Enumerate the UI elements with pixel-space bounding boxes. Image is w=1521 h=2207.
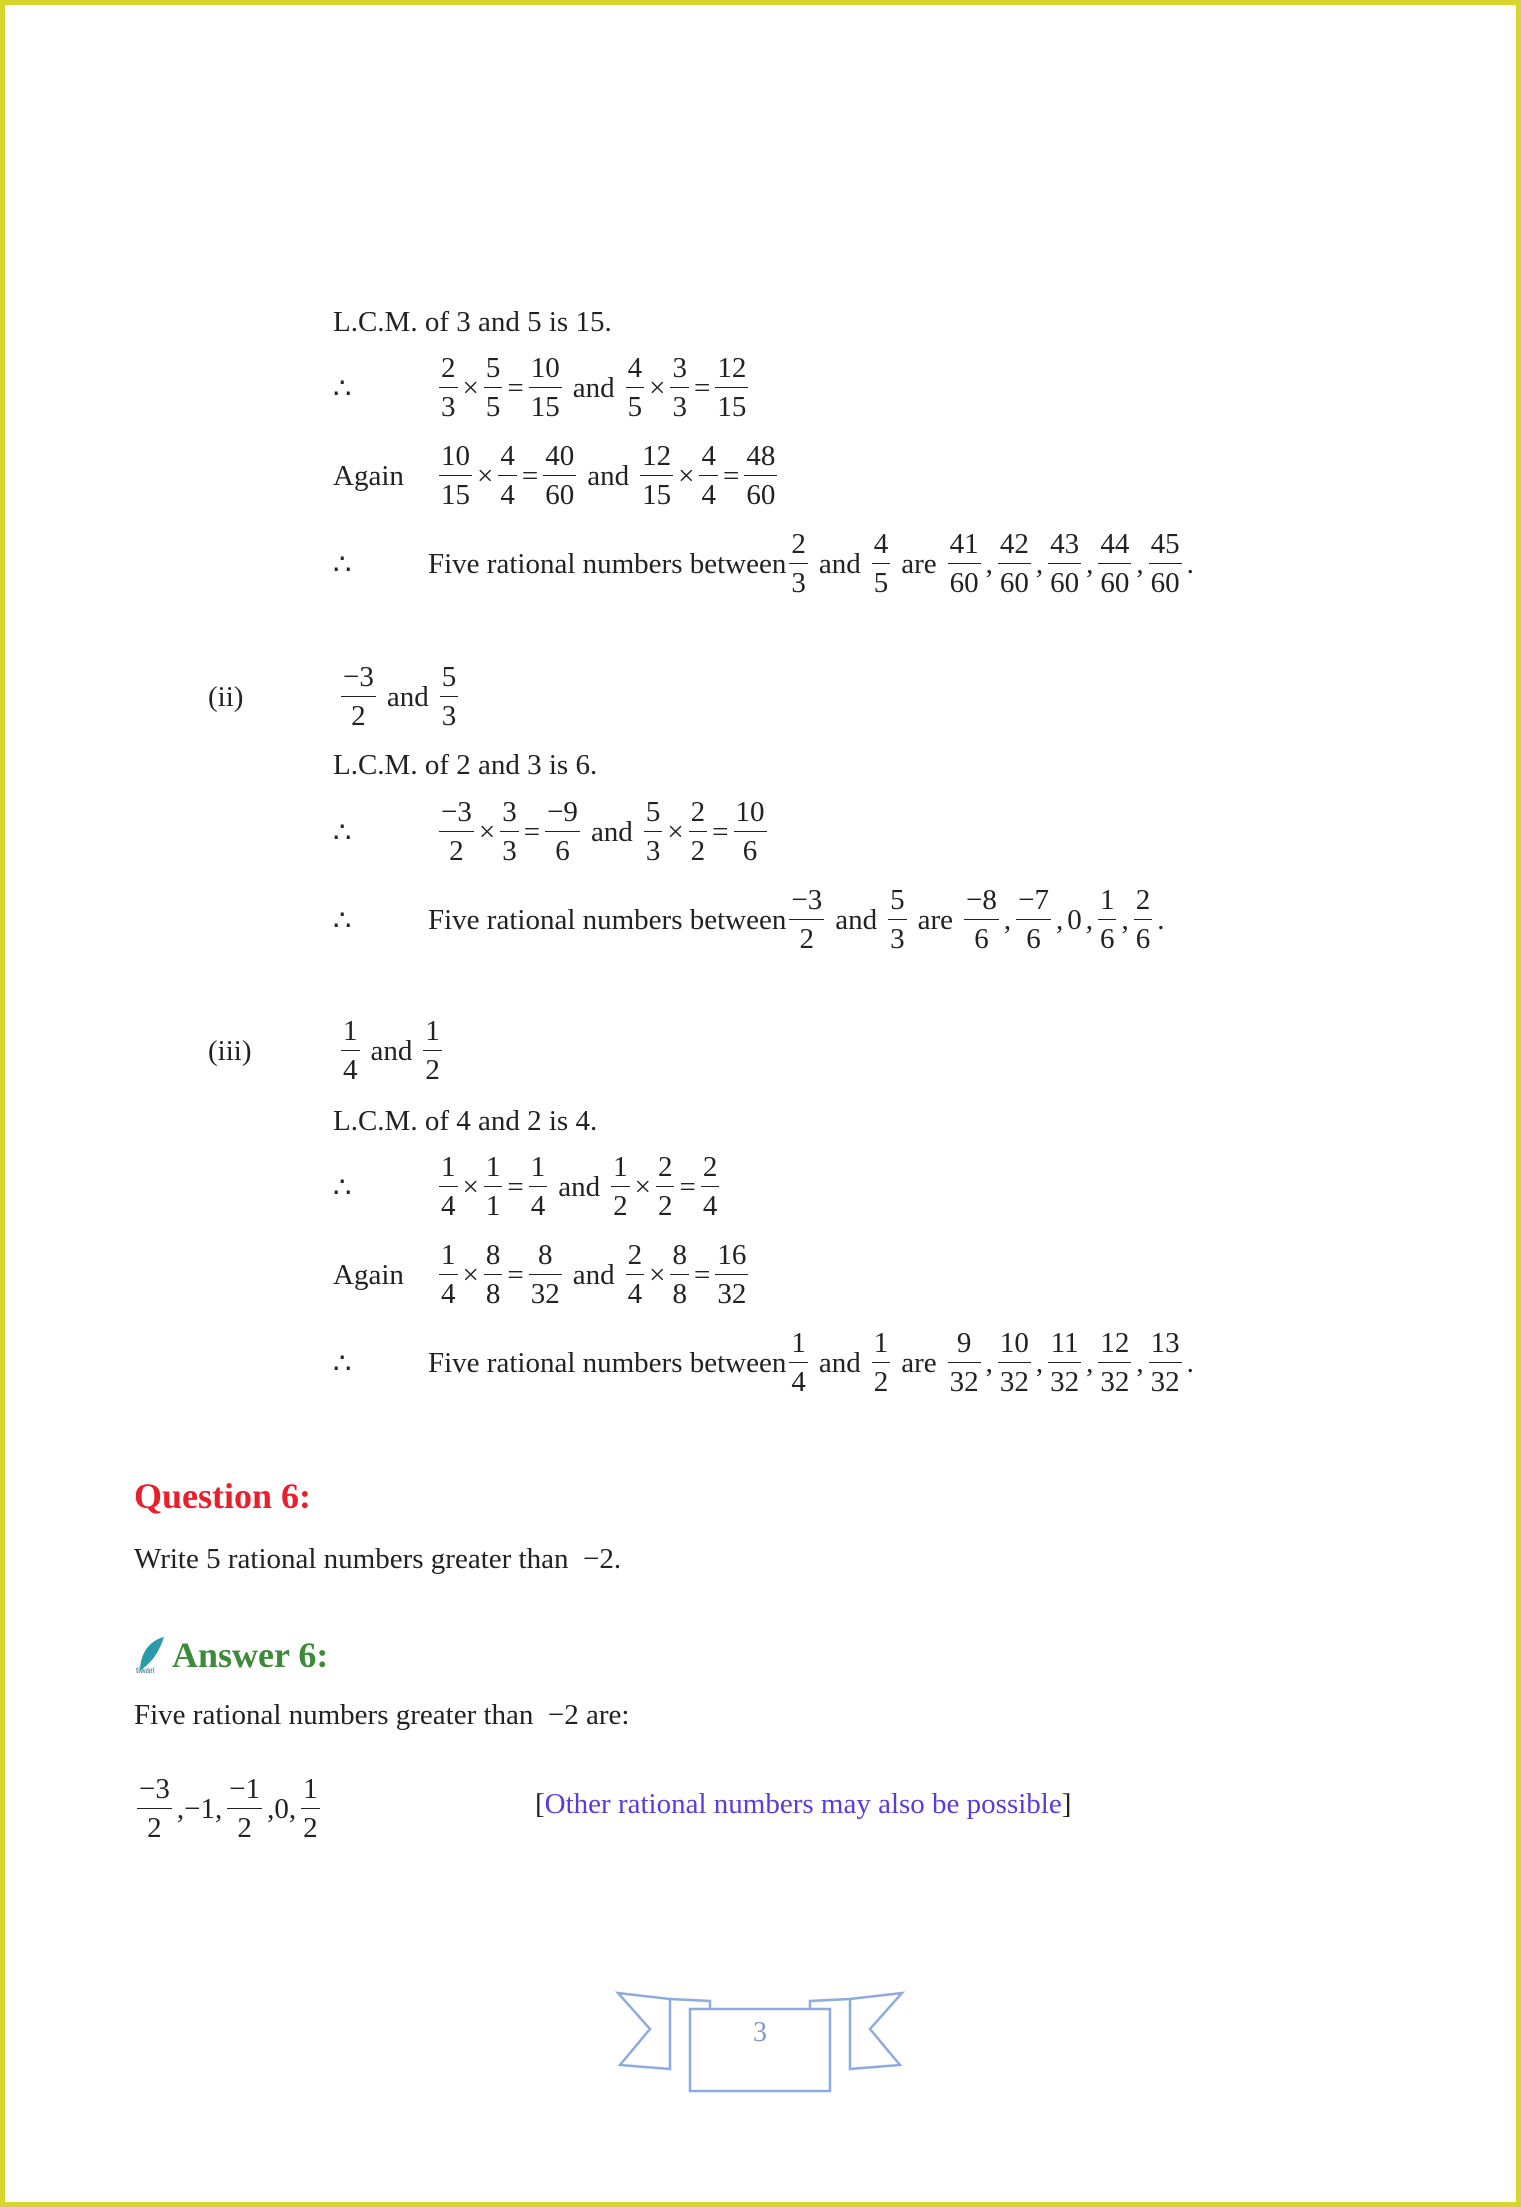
numerator: 2: [1135, 884, 1151, 916]
fraction: [439, 354, 458, 422]
numerator: 40: [545, 440, 575, 472]
operator: =: [679, 1170, 696, 1203]
fraction: [529, 1241, 562, 1309]
fraction: [998, 1329, 1031, 1397]
text: Five rational numbers between: [428, 1346, 787, 1379]
denominator: 32: [999, 1366, 1029, 1398]
text: and: [818, 547, 861, 580]
denominator: 2: [613, 1190, 628, 1222]
denominator: 4: [530, 1190, 546, 1222]
denominator: 8: [672, 1278, 687, 1310]
operator: ,: [1121, 903, 1129, 936]
denominator: 6: [1135, 923, 1151, 955]
page-number-badge: [610, 1985, 910, 2095]
denominator: 60: [1100, 567, 1130, 599]
fraction: [715, 1241, 748, 1309]
operator: =: [521, 459, 539, 492]
fraction: [498, 442, 517, 510]
numerator: 2: [690, 796, 706, 828]
fraction: [341, 1017, 360, 1085]
denominator: 15: [530, 391, 560, 423]
line-label: ∴: [333, 1171, 352, 1204]
numerator: 3: [672, 352, 687, 384]
fraction: [529, 354, 562, 422]
denominator: 60: [1150, 567, 1180, 599]
operator: ×: [462, 1258, 479, 1291]
denominator: 3: [441, 391, 456, 423]
denominator: 4: [791, 1366, 806, 1398]
denominator: 2: [449, 835, 464, 867]
answer-heading-wrap: [134, 1634, 328, 1676]
numerator: 5: [485, 352, 501, 384]
numerator: 1: [1099, 884, 1115, 916]
numerator: 43: [1050, 528, 1080, 560]
fraction: [1016, 886, 1051, 954]
operator: ×: [649, 1258, 666, 1291]
line-label: ∴: [333, 548, 352, 581]
text: are: [901, 547, 937, 580]
fraction: [701, 1153, 720, 1221]
denominator: 3: [791, 567, 806, 599]
operator: ×: [477, 459, 494, 492]
math-line: [333, 1142, 1400, 1232]
operator: =: [693, 371, 711, 404]
fraction: [1098, 886, 1117, 954]
numerator: 1: [441, 1239, 456, 1271]
operator: =: [712, 815, 729, 848]
operator: =: [693, 1258, 711, 1291]
expression: [436, 1230, 751, 1320]
line-label: (iii): [208, 1034, 252, 1067]
denominator: 4: [627, 1278, 643, 1310]
numerator: 10: [735, 796, 765, 828]
numerator: 1: [425, 1015, 440, 1047]
operator: .: [1157, 903, 1165, 936]
fraction: [543, 442, 576, 510]
fraction: [789, 886, 824, 954]
denominator: 4: [702, 1190, 718, 1222]
denominator: 60: [1050, 567, 1080, 599]
denominator: 2: [657, 1190, 673, 1222]
math-line: [333, 787, 1400, 877]
fraction: [789, 1329, 808, 1397]
denominator: 8: [485, 1278, 501, 1310]
fraction: [734, 798, 767, 866]
text: L.C.M. of 2 and 3 is 6.: [333, 748, 598, 781]
fraction: [640, 442, 673, 510]
note-close-bracket: ]: [1061, 1788, 1072, 1820]
fraction: [670, 354, 689, 422]
operator: =: [507, 1258, 524, 1291]
operator: ,−1,: [176, 1792, 223, 1825]
expression: [436, 787, 770, 877]
denominator: 5: [873, 567, 889, 599]
numerator: −3: [139, 1773, 170, 1805]
fraction: [439, 798, 474, 866]
denominator: 32: [1100, 1366, 1130, 1398]
line-label: ∴: [333, 816, 352, 849]
denominator: 32: [1150, 1366, 1180, 1398]
fraction: [484, 354, 503, 422]
fraction: [1149, 530, 1182, 598]
operator: ,: [1055, 903, 1064, 936]
denominator: 4: [441, 1278, 456, 1310]
denominator: 5: [627, 391, 643, 423]
numerator: −7: [1018, 884, 1049, 916]
math-line: [333, 343, 1400, 433]
operator: ,: [1003, 903, 1012, 936]
denominator: 1: [485, 1190, 501, 1222]
numerator: 4: [627, 352, 643, 384]
note-open-bracket: [: [535, 1788, 545, 1820]
fraction: [439, 1153, 458, 1221]
fraction: [529, 1153, 548, 1221]
fraction: [656, 1153, 675, 1221]
denominator: 32: [717, 1278, 747, 1310]
operator: ×: [462, 1170, 479, 1203]
text: Five rational numbers greater than −2 are:: [134, 1698, 630, 1731]
operator: ×: [478, 815, 496, 848]
denominator: 2: [351, 700, 366, 732]
fraction: [715, 354, 748, 422]
denominator: 3: [502, 835, 517, 867]
operator: ×: [649, 371, 666, 404]
numerator: −3: [343, 661, 374, 693]
numerator: 12: [1100, 1327, 1130, 1359]
numerator: 1: [343, 1015, 358, 1047]
math-line: [333, 875, 1400, 965]
fraction: [500, 798, 519, 866]
expression: [436, 431, 780, 521]
text: L.C.M. of 4 and 2 is 4.: [333, 1104, 598, 1137]
text: Five rational numbers between: [428, 903, 787, 936]
denominator: 5: [485, 391, 501, 423]
numerator: 4: [873, 528, 889, 560]
fraction: [626, 1241, 645, 1309]
fraction: [998, 530, 1031, 598]
operator: ×: [462, 371, 479, 404]
text: Write 5 rational numbers greater than −2.: [134, 1542, 622, 1575]
math-line: [333, 1230, 1400, 1320]
fraction: [670, 1241, 689, 1309]
expression: [428, 519, 1196, 609]
numerator: 8: [537, 1239, 553, 1271]
denominator: 2: [873, 1366, 889, 1398]
svg-text:tiwari: tiwari: [136, 1666, 155, 1675]
operator: ,: [1085, 903, 1093, 936]
fraction: [545, 798, 580, 866]
denominator: 2: [690, 835, 706, 867]
denominator: 2: [237, 1812, 252, 1844]
numerator: 1: [530, 1151, 546, 1183]
line-label: Again: [333, 459, 404, 492]
numerator: 10: [441, 440, 470, 472]
numerator: 10: [530, 352, 560, 384]
text: and: [572, 371, 615, 404]
expression: [428, 875, 1166, 965]
numerator: 42: [999, 528, 1029, 560]
denominator: 6: [555, 835, 570, 867]
expression: [134, 1670, 629, 1760]
denominator: 2: [303, 1812, 318, 1844]
numerator: 2: [702, 1151, 718, 1183]
text: and: [587, 459, 630, 492]
numerator: 10: [999, 1327, 1029, 1359]
text: and: [370, 1034, 413, 1067]
denominator: 15: [717, 391, 747, 423]
operator: ,: [1035, 547, 1044, 580]
numerator: 5: [645, 796, 661, 828]
text: and: [590, 815, 633, 848]
fraction: [301, 1775, 320, 1843]
operator: ,: [1035, 1346, 1044, 1379]
fraction: [611, 1153, 630, 1221]
text: L.C.M. of 3 and 5 is 15.: [333, 305, 612, 338]
fraction: [644, 798, 663, 866]
fraction: [948, 530, 981, 598]
numerator: 45: [1150, 528, 1180, 560]
question-heading: Question 6:: [134, 1476, 312, 1516]
text: and: [572, 1258, 615, 1291]
operator: ×: [634, 1170, 651, 1203]
denominator: 60: [545, 479, 575, 511]
denominator: 6: [974, 923, 989, 955]
denominator: 32: [1050, 1366, 1080, 1398]
numerator: 1: [441, 1151, 456, 1183]
math-line: [333, 431, 1400, 521]
operator: ,: [1136, 1346, 1144, 1379]
text: and: [558, 1170, 601, 1203]
numerator: 11: [1050, 1327, 1079, 1359]
fraction: [689, 798, 708, 866]
denominator: 32: [530, 1278, 560, 1310]
text: are: [901, 1346, 937, 1379]
operator: 0: [1067, 903, 1082, 936]
operator: =: [507, 1170, 524, 1203]
text: Five rational numbers between: [428, 547, 787, 580]
math-line: [333, 1318, 1400, 1408]
text: and: [835, 903, 878, 936]
numerator: 16: [717, 1239, 747, 1271]
operator: =: [507, 371, 524, 404]
expression: [134, 1764, 323, 1854]
numerator: −3: [441, 796, 472, 828]
numerator: 41: [949, 528, 979, 560]
fraction: [484, 1241, 503, 1309]
operator: =: [523, 815, 541, 848]
fraction: [227, 1775, 262, 1843]
operator: ×: [678, 459, 695, 492]
numerator: 5: [441, 661, 457, 693]
numerator: 12: [717, 352, 747, 384]
numerator: −3: [791, 884, 823, 916]
fraction: [888, 886, 907, 954]
numerator: −8: [966, 884, 997, 916]
denominator: 6: [742, 835, 758, 867]
operator: ,: [1086, 547, 1094, 580]
denominator: 6: [1026, 923, 1041, 955]
numerator: 12: [642, 440, 672, 472]
fraction: [699, 442, 718, 510]
denominator: 60: [999, 567, 1029, 599]
numerator: 2: [657, 1151, 673, 1183]
note: [535, 1788, 1071, 1821]
line-label: (ii): [208, 680, 244, 713]
denominator: 2: [147, 1812, 162, 1844]
text: and: [818, 1346, 861, 1379]
page-number: 3: [753, 2017, 767, 2048]
numerator: 2: [791, 528, 806, 560]
denominator: 4: [441, 1190, 456, 1222]
text: are: [917, 903, 954, 936]
denominator: 32: [949, 1366, 979, 1398]
operator: ,: [1136, 547, 1144, 580]
line-label: ∴: [333, 372, 352, 405]
line-label: Again: [333, 1258, 404, 1291]
numerator: 48: [746, 440, 776, 472]
denominator: 60: [746, 479, 776, 511]
denominator: 4: [701, 479, 716, 511]
operator: ,0,: [267, 1792, 297, 1825]
operator: ,: [985, 1346, 993, 1379]
fraction: [1134, 886, 1153, 954]
expression: [428, 1318, 1196, 1408]
math-line: [134, 1514, 1400, 1604]
denominator: 2: [425, 1054, 440, 1086]
numerator: 1: [873, 1327, 889, 1359]
line-label: ∴: [333, 1347, 352, 1380]
fraction: [1098, 1329, 1131, 1397]
numerator: 4: [500, 440, 515, 472]
denominator: 2: [799, 923, 815, 955]
line-label: ∴: [333, 904, 352, 937]
fraction: [439, 442, 472, 510]
answer-heading: Answer 6:: [172, 1635, 329, 1675]
fraction: [439, 1241, 458, 1309]
numerator: −9: [547, 796, 578, 828]
denominator: 4: [343, 1054, 358, 1086]
numerator: −1: [229, 1773, 261, 1805]
operator: .: [1186, 1346, 1194, 1379]
numerator: 8: [485, 1239, 501, 1271]
numerator: 5: [890, 884, 905, 916]
fraction: [872, 1329, 891, 1397]
denominator: 3: [645, 835, 661, 867]
numerator: 13: [1150, 1327, 1180, 1359]
expression: [436, 1142, 722, 1232]
fraction: [1098, 530, 1131, 598]
fraction: [964, 886, 999, 954]
numerator: 2: [441, 352, 456, 384]
denominator: 3: [890, 923, 905, 955]
fraction: [789, 530, 808, 598]
fraction: [1048, 530, 1081, 598]
operator: =: [722, 459, 740, 492]
fraction: [423, 1017, 442, 1085]
numerator: 44: [1100, 528, 1130, 560]
fraction: [872, 530, 891, 598]
fraction: [948, 1329, 981, 1397]
denominator: 6: [1099, 923, 1115, 955]
numerator: 9: [956, 1327, 972, 1359]
expression: [134, 1514, 621, 1604]
denominator: 15: [642, 479, 672, 511]
numerator: 8: [672, 1239, 687, 1271]
numerator: 2: [627, 1239, 643, 1271]
fraction: [626, 354, 645, 422]
numerator: 1: [485, 1151, 501, 1183]
operator: .: [1186, 547, 1194, 580]
denominator: 3: [672, 391, 687, 423]
fraction: [484, 1153, 503, 1221]
fraction: [137, 1775, 172, 1843]
numerator: 1: [791, 1327, 806, 1359]
denominator: 15: [441, 479, 470, 511]
feather-logo-icon: [134, 1635, 168, 1675]
numerator: 1: [613, 1151, 628, 1183]
numerator: 3: [502, 796, 517, 828]
expression: [436, 343, 751, 433]
fraction: [1048, 1329, 1081, 1397]
operator: ×: [667, 815, 684, 848]
denominator: 3: [441, 700, 457, 732]
note-text: Other rational numbers may also be possible: [544, 1788, 1062, 1820]
denominator: 60: [949, 567, 979, 599]
text: and: [386, 680, 429, 713]
operator: ,: [1086, 1346, 1094, 1379]
denominator: 4: [500, 479, 515, 511]
operator: ,: [985, 547, 993, 580]
fraction: [1149, 1329, 1182, 1397]
math-line: [333, 519, 1400, 609]
fraction: [744, 442, 777, 510]
math-line: [134, 1670, 1400, 1760]
numerator: 4: [701, 440, 716, 472]
numerator: 1: [303, 1773, 318, 1805]
